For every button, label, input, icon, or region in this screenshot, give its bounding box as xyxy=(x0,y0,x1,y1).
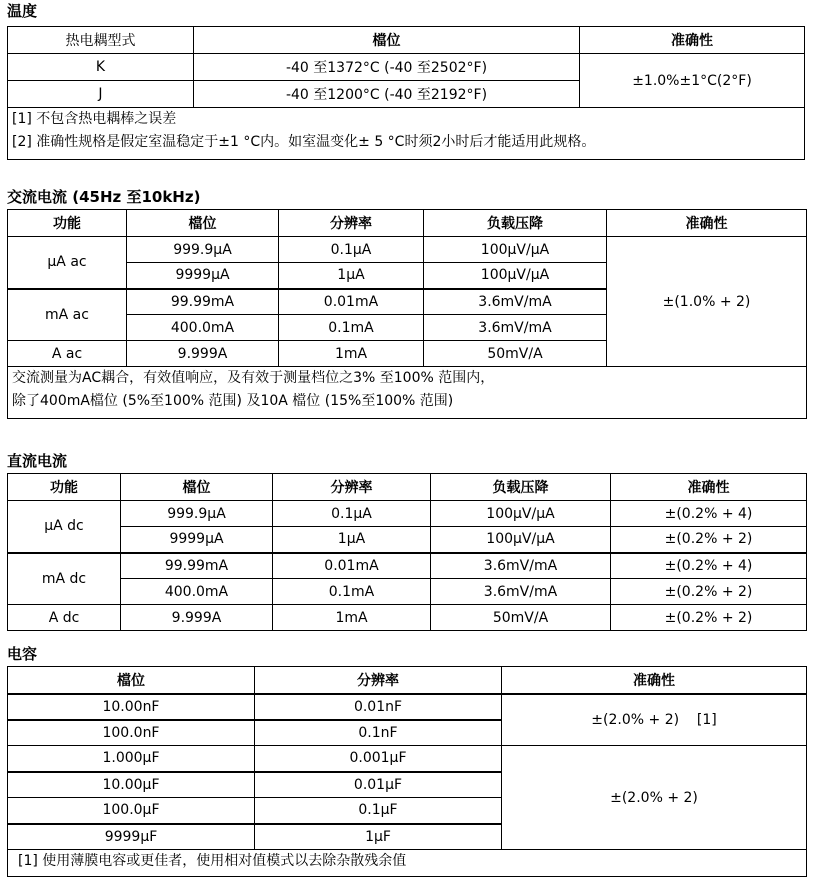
dc-current-table xyxy=(7,473,807,631)
function-cell: μA dc xyxy=(8,501,121,553)
capacitance-title: 电容 xyxy=(7,645,38,663)
resolution-cell: 1μF xyxy=(255,824,502,850)
table-row xyxy=(8,237,807,263)
note-line: [1] 不包含热电耦棒之误差 xyxy=(12,111,177,127)
col-header-thermocouple-type: 热电耦型式 xyxy=(8,27,194,54)
range-cell: 100.0nF xyxy=(8,720,255,746)
range-cell: -40 至1372°C (-40 至2502°F) xyxy=(194,54,580,81)
col-header-accuracy: 准确性 xyxy=(611,474,807,501)
burden-cell: 100μV/μA xyxy=(431,527,611,553)
range-cell: 9999μA xyxy=(121,527,273,553)
function-cell: mA ac xyxy=(8,289,127,341)
range-cell: 99.99mA xyxy=(127,289,279,315)
col-header-accuracy: 准确性 xyxy=(607,210,807,237)
resolution-cell: 1μA xyxy=(273,527,431,553)
range-cell: 9999μF xyxy=(8,824,255,850)
notes-cell xyxy=(8,108,805,160)
accuracy-cell: ±(0.2% + 2) xyxy=(611,579,807,605)
col-header-range: 檔位 xyxy=(194,27,580,54)
accuracy-cell: ±(1.0% + 2) xyxy=(607,237,807,367)
range-cell: 9.999A xyxy=(127,341,279,367)
table-row xyxy=(8,553,807,579)
accuracy-cell: ±(0.2% + 4) xyxy=(611,553,807,579)
col-header-accuracy: 准确性 xyxy=(502,667,807,694)
accuracy-cell: ±(0.2% + 2) xyxy=(611,527,807,553)
range-cell: 9.999A xyxy=(121,605,273,631)
note-line: 交流测量为AC耦合，有效值响应，及有效于测量档位之3% 至100% 范围内， xyxy=(12,370,495,386)
col-header-resolution: 分辨率 xyxy=(255,667,502,694)
range-cell: 400.0mA xyxy=(127,315,279,341)
resolution-cell: 0.01mA xyxy=(279,289,424,315)
burden-cell: 100μV/μA xyxy=(431,501,611,527)
col-header-burden-voltage: 负载压降 xyxy=(431,474,611,501)
notes-cell xyxy=(8,367,807,419)
note-line: [2] 准确性规格是假定室温稳定于±1 °C内。如室温变化± 5 °C时须2小时后才能适用此规格。 xyxy=(12,134,596,150)
temperature-title: 温度 xyxy=(7,2,38,20)
function-cell: A ac xyxy=(8,341,127,367)
burden-cell: 3.6mV/mA xyxy=(424,289,607,315)
burden-cell: 3.6mV/mA xyxy=(424,315,607,341)
col-header-resolution: 分辨率 xyxy=(279,210,424,237)
table-row xyxy=(8,694,807,720)
burden-cell: 100μV/μA xyxy=(424,237,607,263)
col-header-range: 檔位 xyxy=(121,474,273,501)
range-cell: -40 至1200°C (-40 至2192°F) xyxy=(194,81,580,108)
burden-cell: 100μV/μA xyxy=(424,263,607,289)
resolution-cell: 1mA xyxy=(273,605,431,631)
range-cell: 100.0μF xyxy=(8,798,255,824)
ac-current-title: 交流电流 (45Hz 至10kHz) xyxy=(7,188,201,206)
table-row xyxy=(8,54,805,81)
resolution-cell: 0.001μF xyxy=(255,746,502,772)
table-row xyxy=(8,501,807,527)
col-header-resolution: 分辨率 xyxy=(273,474,431,501)
resolution-cell: 0.1μA xyxy=(279,237,424,263)
col-header-function: 功能 xyxy=(8,474,121,501)
thermocouple-type: K xyxy=(8,54,194,81)
accuracy-cell: ±1.0%±1°C(2°F) xyxy=(580,54,805,108)
resolution-cell: 0.1nF xyxy=(255,720,502,746)
burden-cell: 50mV/A xyxy=(424,341,607,367)
col-header-range: 檔位 xyxy=(8,667,255,694)
accuracy-cell: ±(2.0% + 2) [1] xyxy=(502,694,807,746)
range-cell: 999.9μA xyxy=(121,501,273,527)
col-header-function: 功能 xyxy=(8,210,127,237)
table-row xyxy=(8,746,807,772)
table-row xyxy=(8,527,807,553)
resolution-cell: 0.01μF xyxy=(255,772,502,798)
range-cell: 400.0mA xyxy=(121,579,273,605)
range-cell: 99.99mA xyxy=(121,553,273,579)
function-cell: μA ac xyxy=(8,237,127,289)
resolution-cell: 0.1mA xyxy=(273,579,431,605)
accuracy-cell: ±(0.2% + 4) xyxy=(611,501,807,527)
capacitance-table xyxy=(7,666,807,877)
temperature-table xyxy=(7,26,805,160)
function-cell: A dc xyxy=(8,605,121,631)
accuracy-cell: ±(2.0% + 2) xyxy=(502,746,807,850)
note-line: 除了400mA檔位 (5%至100% 范围) 及10A 檔位 (15%至100% 范围) xyxy=(12,393,454,409)
resolution-cell: 1μA xyxy=(279,263,424,289)
range-cell: 9999μA xyxy=(127,263,279,289)
resolution-cell: 1mA xyxy=(279,341,424,367)
table-row xyxy=(8,605,807,631)
col-header-burden-voltage: 负载压降 xyxy=(424,210,607,237)
burden-cell: 50mV/A xyxy=(431,605,611,631)
col-header-accuracy: 准确性 xyxy=(580,27,805,54)
resolution-cell: 0.01nF xyxy=(255,694,502,720)
range-cell: 999.9μA xyxy=(127,237,279,263)
note-cell: [1] 使用薄膜电容或更佳者，使用相对值模式以去除杂散残余值 xyxy=(8,850,807,877)
ac-current-table xyxy=(7,209,807,419)
burden-cell: 3.6mV/mA xyxy=(431,553,611,579)
resolution-cell: 0.01mA xyxy=(273,553,431,579)
dc-current-title: 直流电流 xyxy=(7,452,68,470)
col-header-range: 檔位 xyxy=(127,210,279,237)
range-cell: 10.00nF xyxy=(8,694,255,720)
resolution-cell: 0.1μA xyxy=(273,501,431,527)
resolution-cell: 0.1mA xyxy=(279,315,424,341)
resolution-cell: 0.1μF xyxy=(255,798,502,824)
accuracy-cell: ±(0.2% + 2) xyxy=(611,605,807,631)
table-row xyxy=(8,579,807,605)
function-cell: mA dc xyxy=(8,553,121,605)
burden-cell: 3.6mV/mA xyxy=(431,579,611,605)
thermocouple-type: J xyxy=(8,81,194,108)
range-cell: 10.00μF xyxy=(8,772,255,798)
range-cell: 1.000μF xyxy=(8,746,255,772)
